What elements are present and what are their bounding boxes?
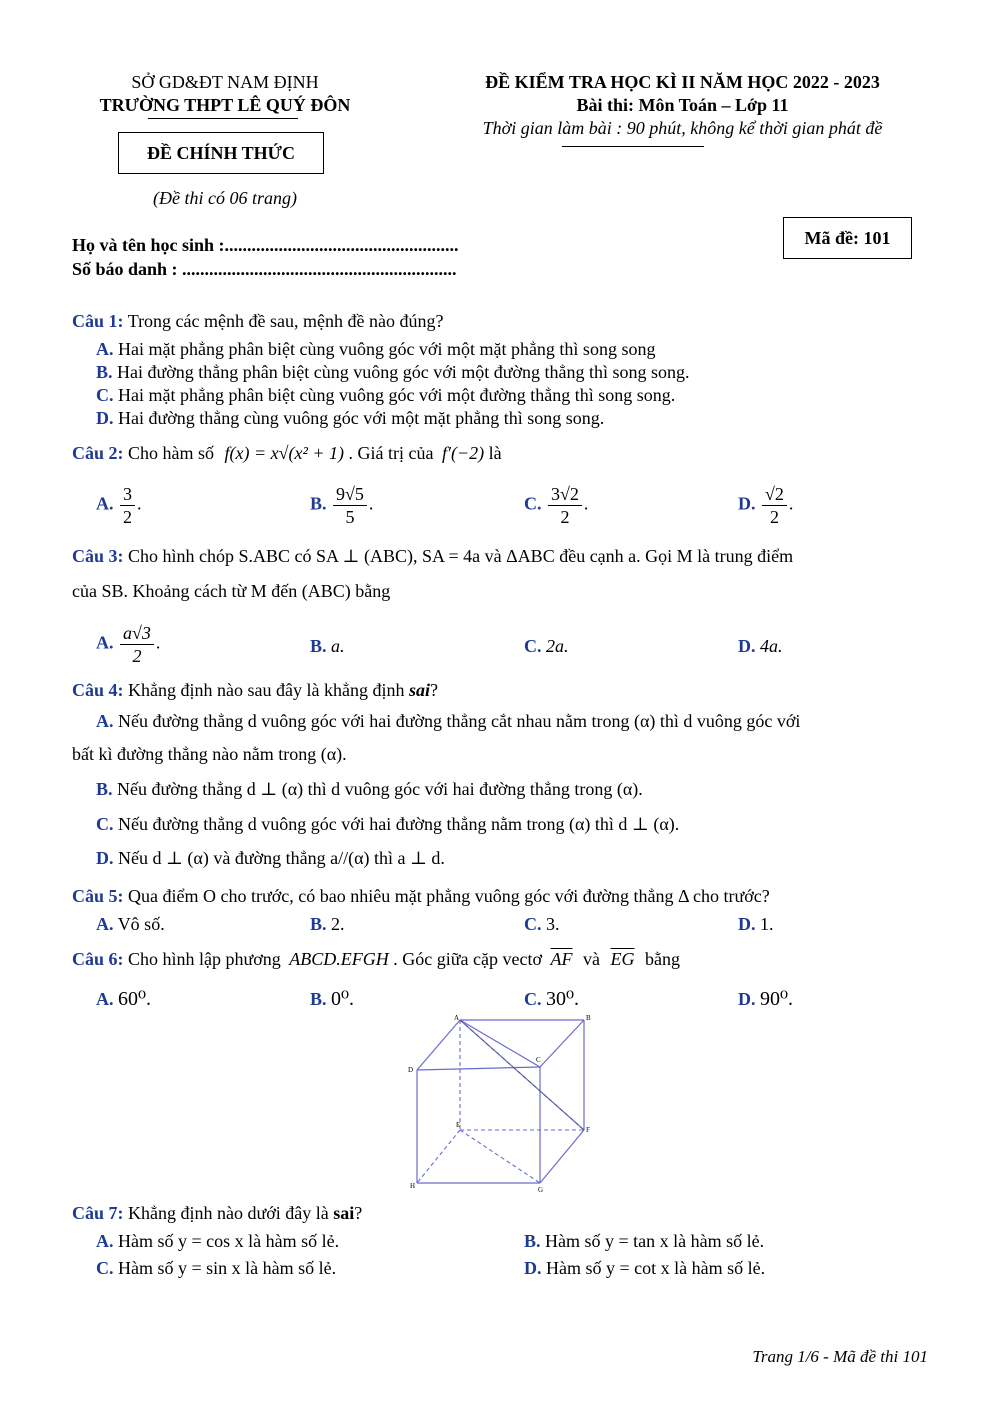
- hidden-edge-eh: [417, 1130, 460, 1183]
- fraction: $\frac{9√5}{5}$: [333, 483, 367, 528]
- q3-option-b: [310, 636, 345, 657]
- derivative-expr: f′(−2): [442, 443, 485, 463]
- option-label: C.: [524, 636, 542, 656]
- vertex-label: E: [456, 1121, 461, 1129]
- exam-subject: Bài thi: Môn Toán – Lớp 11: [576, 95, 789, 115]
- question-text: Cho hàm số: [128, 443, 215, 463]
- edge-fg: [540, 1130, 584, 1183]
- q6-option-a: [96, 986, 151, 1011]
- option-label: D.: [738, 636, 756, 656]
- question-text: Qua điểm O cho trước, có bao nhiêu mặt phẳng vuông góc với đường thẳng Δ cho trước?: [128, 886, 770, 906]
- q5-option-b: [310, 914, 345, 935]
- option-label: C.: [524, 493, 542, 514]
- function-formula: f(x) = x√(x² + 1): [224, 443, 345, 463]
- q5-option-a: [96, 914, 165, 935]
- student-name-field: Họ và tên học sinh :....................................................: [72, 235, 459, 255]
- option-text: 60⁰.: [118, 988, 152, 1010]
- option-label: B.: [310, 914, 327, 934]
- vertex-label: C: [536, 1056, 541, 1064]
- q2-option-b: B. $\frac{9√5}{5}$ .: [310, 484, 374, 527]
- option-label: A.: [96, 914, 114, 934]
- question-text: Cho hình lập phương: [128, 949, 281, 969]
- option-label: D.: [738, 914, 756, 934]
- vertex-label: H: [410, 1182, 416, 1190]
- option-text: 2.: [331, 914, 345, 934]
- question-3: [72, 546, 793, 567]
- vertex-label: B: [586, 1014, 591, 1022]
- option-label: D.: [738, 989, 756, 1009]
- q1-option-b: [96, 362, 690, 383]
- question-text: Cho hình chóp S.ABC có SA ⊥ (ABC), SA = 4a và ΔABC đều cạnh a. Gọi M là trung điểm: [128, 546, 794, 566]
- option-text: a.: [331, 636, 345, 656]
- option-label: B.: [96, 779, 113, 799]
- option-text: Nếu d ⊥ (α) và đường thẳng a//(α) thì a ⊥ d.: [118, 848, 445, 868]
- q1-option-d: [96, 408, 604, 429]
- question-text: bằng: [645, 949, 680, 969]
- title-underline: [562, 146, 704, 147]
- question-text: và: [583, 949, 600, 969]
- option-text: Hàm số y = tan x là hàm số lẻ.: [545, 1231, 765, 1251]
- school-name: TRƯỜNG THPT LÊ QUÝ ĐÔN: [99, 95, 351, 115]
- q4-option-a-cont: [72, 744, 347, 765]
- q6-option-b: [310, 986, 354, 1011]
- q4-option-b: [96, 779, 643, 800]
- option-text: 30⁰.: [546, 988, 580, 1010]
- question-label: Câu 1:: [72, 311, 124, 331]
- option-label: B.: [524, 1231, 541, 1251]
- option-label: B.: [310, 636, 327, 656]
- option-text: 0⁰.: [331, 988, 355, 1010]
- question-label: Câu 6:: [72, 949, 124, 969]
- q6-option-d: [738, 986, 793, 1011]
- q2-option-a: A. $\frac{3}{2}$ .: [96, 484, 142, 527]
- option-text: 3.: [546, 914, 560, 934]
- question-6: [72, 949, 680, 970]
- option-text: Hàm số y = cot x là hàm số lẻ.: [546, 1258, 766, 1278]
- option-label: D.: [96, 848, 114, 868]
- emphasis-word: sai: [333, 1203, 355, 1223]
- cube-name: ABCD.EFGH: [289, 949, 389, 969]
- edge-dc: [417, 1067, 540, 1070]
- official-label: ĐỀ CHÍNH THỨC: [146, 143, 296, 163]
- exam-code: Mã đề: 101: [804, 228, 891, 248]
- option-text: bất kì đường thẳng nào nằm trong (α).: [72, 744, 347, 764]
- q3-option-c: [524, 636, 569, 657]
- option-text: Hai đường thẳng phân biệt cùng vuông góc với một đường thẳng thì song song.: [117, 362, 690, 382]
- question-text: Khẳng định nào sau đây là khẳng định: [128, 680, 405, 700]
- option-label: C.: [524, 989, 542, 1009]
- student-id-field: Số báo danh : .............................................................: [72, 259, 457, 279]
- option-label: C.: [96, 1258, 114, 1278]
- question-label: Câu 4:: [72, 680, 124, 700]
- q3-option-d: [738, 636, 783, 657]
- fraction: $\frac{√2}{2}$: [762, 483, 787, 528]
- q1-option-c: [96, 385, 675, 406]
- option-label: C.: [96, 385, 114, 405]
- fraction: $\frac{3}{2}$: [120, 483, 135, 528]
- q5-option-d: [738, 914, 774, 935]
- page-footer: Trang 1/6 - Mã đề thi 101: [752, 1347, 928, 1366]
- option-label: A.: [96, 711, 114, 731]
- q6-option-c: [524, 986, 579, 1011]
- option-text: Hai mặt phẳng phân biệt cùng vuông góc với một đường thẳng thì song song.: [118, 385, 676, 405]
- emphasis-word: sai: [408, 680, 430, 700]
- question-5: [72, 886, 770, 907]
- question-label: Câu 3:: [72, 546, 124, 566]
- q2-option-d: D. $\frac{√2}{2}$ .: [738, 484, 794, 527]
- question-text: . Góc giữa cặp vectơ: [393, 949, 542, 969]
- option-label: C.: [524, 914, 542, 934]
- fraction: $\frac{a√3}{2}$: [120, 622, 154, 667]
- edge-bc: [540, 1020, 584, 1067]
- vertex-label: G: [538, 1186, 544, 1194]
- option-label: B.: [310, 493, 327, 514]
- exam-title: ĐỀ KIỂM TRA HỌC KÌ II NĂM HỌC 2022 - 2023: [485, 72, 880, 92]
- exam-code-box: [783, 217, 912, 259]
- option-text: Nếu đường thẳng d ⊥ (α) thì d vuông góc với hai đường thẳng trong (α).: [117, 779, 643, 799]
- vertex-label: A: [454, 1014, 460, 1022]
- cube-figure: [400, 1010, 600, 1195]
- edge-ad: [417, 1020, 460, 1070]
- question-label: Câu 2:: [72, 443, 124, 463]
- option-text: Hàm số y = sin x là hàm số lẻ.: [118, 1258, 337, 1278]
- question-label: Câu 7:: [72, 1203, 124, 1223]
- vertex-label: F: [586, 1126, 590, 1134]
- q7-option-c: [96, 1258, 336, 1279]
- q1-option-a: [96, 339, 655, 360]
- q5-option-c: [524, 914, 560, 935]
- department-name: SỞ GD&ĐT NAM ĐỊNH: [131, 72, 319, 92]
- q7-option-b: [524, 1231, 764, 1252]
- vertex-label: D: [408, 1066, 414, 1074]
- q4-option-d: [96, 848, 445, 869]
- question-text: Khẳng định nào dưới đây là: [128, 1203, 329, 1223]
- exam-duration: Thời gian làm bài : 90 phút, không kể thời gian phát đề: [482, 118, 883, 138]
- option-text: Vô số.: [117, 914, 165, 934]
- option-text: Hai đường thẳng cùng vuông góc với một mặt phẳng thì song song.: [118, 408, 605, 428]
- option-text: 1.: [760, 914, 774, 934]
- option-text: 90⁰.: [760, 988, 794, 1010]
- edge-ac: [460, 1020, 540, 1067]
- option-label: A.: [96, 493, 114, 514]
- vector-eg-line: [460, 1130, 540, 1183]
- option-label: D.: [96, 408, 114, 428]
- option-label: D.: [524, 1258, 542, 1278]
- question-3-cont: [72, 581, 390, 602]
- q4-option-a: [96, 711, 800, 732]
- question-text: Trong các mệnh đề sau, mệnh đề nào đúng?: [127, 311, 444, 331]
- question-2: [72, 443, 502, 464]
- option-label: A.: [96, 632, 114, 653]
- option-label: D.: [738, 493, 756, 514]
- option-text: Hàm số y = cos x là hàm số lẻ.: [118, 1231, 340, 1251]
- q4-option-c: [96, 814, 679, 835]
- option-text: 2a.: [546, 636, 569, 656]
- option-text: 4a.: [760, 636, 783, 656]
- option-label: A.: [96, 339, 114, 359]
- q7-option-a: [96, 1231, 339, 1252]
- option-label: A.: [96, 1231, 114, 1251]
- option-text: Nếu đường thẳng d vuông góc với hai đường thẳng cắt nhau nằm trong (α) thì d vuông góc với: [118, 711, 801, 731]
- question-label: Câu 5:: [72, 886, 124, 906]
- fraction: $\frac{3√2}{2}$: [548, 483, 582, 528]
- question-7: Câu 7: Khẳng định nào dưới đây là sai?: [72, 1203, 363, 1223]
- question-text: của SB. Khoảng cách từ M đến (ABC) bằng: [72, 581, 391, 601]
- q2-option-c: C. $\frac{3√2}{2}$ .: [524, 484, 589, 527]
- option-text: Nếu đường thẳng d vuông góc với hai đường thẳng nằm trong (α) thì d ⊥ (α).: [118, 814, 680, 834]
- pages-note: (Đề thi có 06 trang): [153, 188, 297, 208]
- school-underline: [148, 118, 298, 119]
- vector-eg: $\overline{EG}$: [610, 949, 635, 969]
- option-label: B.: [96, 362, 113, 382]
- q7-option-d: [524, 1258, 765, 1279]
- option-label: A.: [96, 989, 114, 1009]
- q3-option-a: A. $\frac{a√3}{2}$ .: [96, 623, 161, 666]
- question-4: Câu 4: Khẳng định nào sau đây là khẳng định sai?: [72, 680, 438, 700]
- question-1: [72, 311, 443, 332]
- vector-af: $\overline{AF}$: [550, 949, 573, 969]
- option-text: Hai mặt phẳng phân biệt cùng vuông góc với một mặt phẳng thì song song: [118, 339, 656, 359]
- official-badge: [118, 132, 324, 174]
- question-text: là: [488, 443, 502, 463]
- option-label: B.: [310, 989, 327, 1009]
- option-label: C.: [96, 814, 114, 834]
- question-text: . Giá trị của: [348, 443, 434, 463]
